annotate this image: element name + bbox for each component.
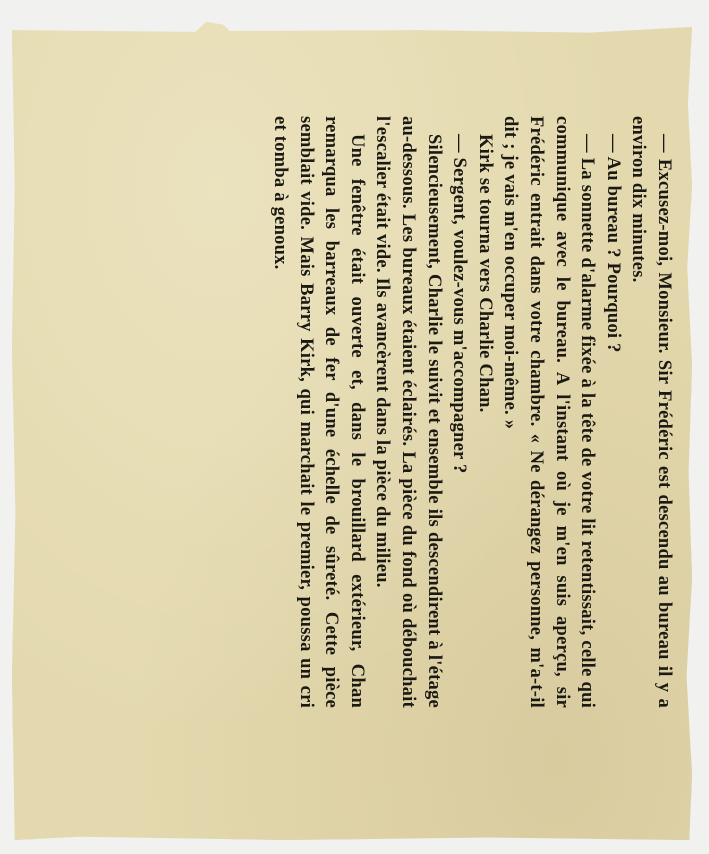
- paragraph: — Au bureau ? Pourquoi ?: [602, 134, 623, 353]
- rotated-text-block: [166, 116, 676, 708]
- paragraph: — La sonnette d'alarme fixée à la tête de votre lit retentissait, celle qui communique avec le bureau. A l'instant où je m'en suis aperçu, sir Frédéric entrait dans votre chambre. « Ne dérangez personne, m'a-t-il dit ; je vais m'en occuper moi-même. »: [500, 116, 598, 708]
- paragraph: Silencieusement, Charlie le suivit et ensemble ils descendirent à l'étage au-dessous. Les bureaux étaient éclairés. La pièce du fond où débouchait l'escalier était vide. Ils avancèrent dans la pièce du milieu.: [372, 116, 444, 708]
- paragraph: Une fenêtre était ouverte et, dans le brouillard extérieur, Chan remarqua les barreaux de fer d'une échelle de sûreté. Cette pièce semblait vide. Mais Barry Kirk, qui marchait le premier, poussa un cri et tomba à genoux.: [270, 116, 367, 708]
- paragraph: — Excusez-moi, Monsieur. Sir Frédéric est descendu au bureau il y a environ dix minutes.: [628, 116, 674, 708]
- paragraph: Kirk se tourna vers Charlie Chan.: [474, 134, 495, 413]
- paragraph: — Sergent, voulez-vous m'accompagner ?: [449, 134, 470, 474]
